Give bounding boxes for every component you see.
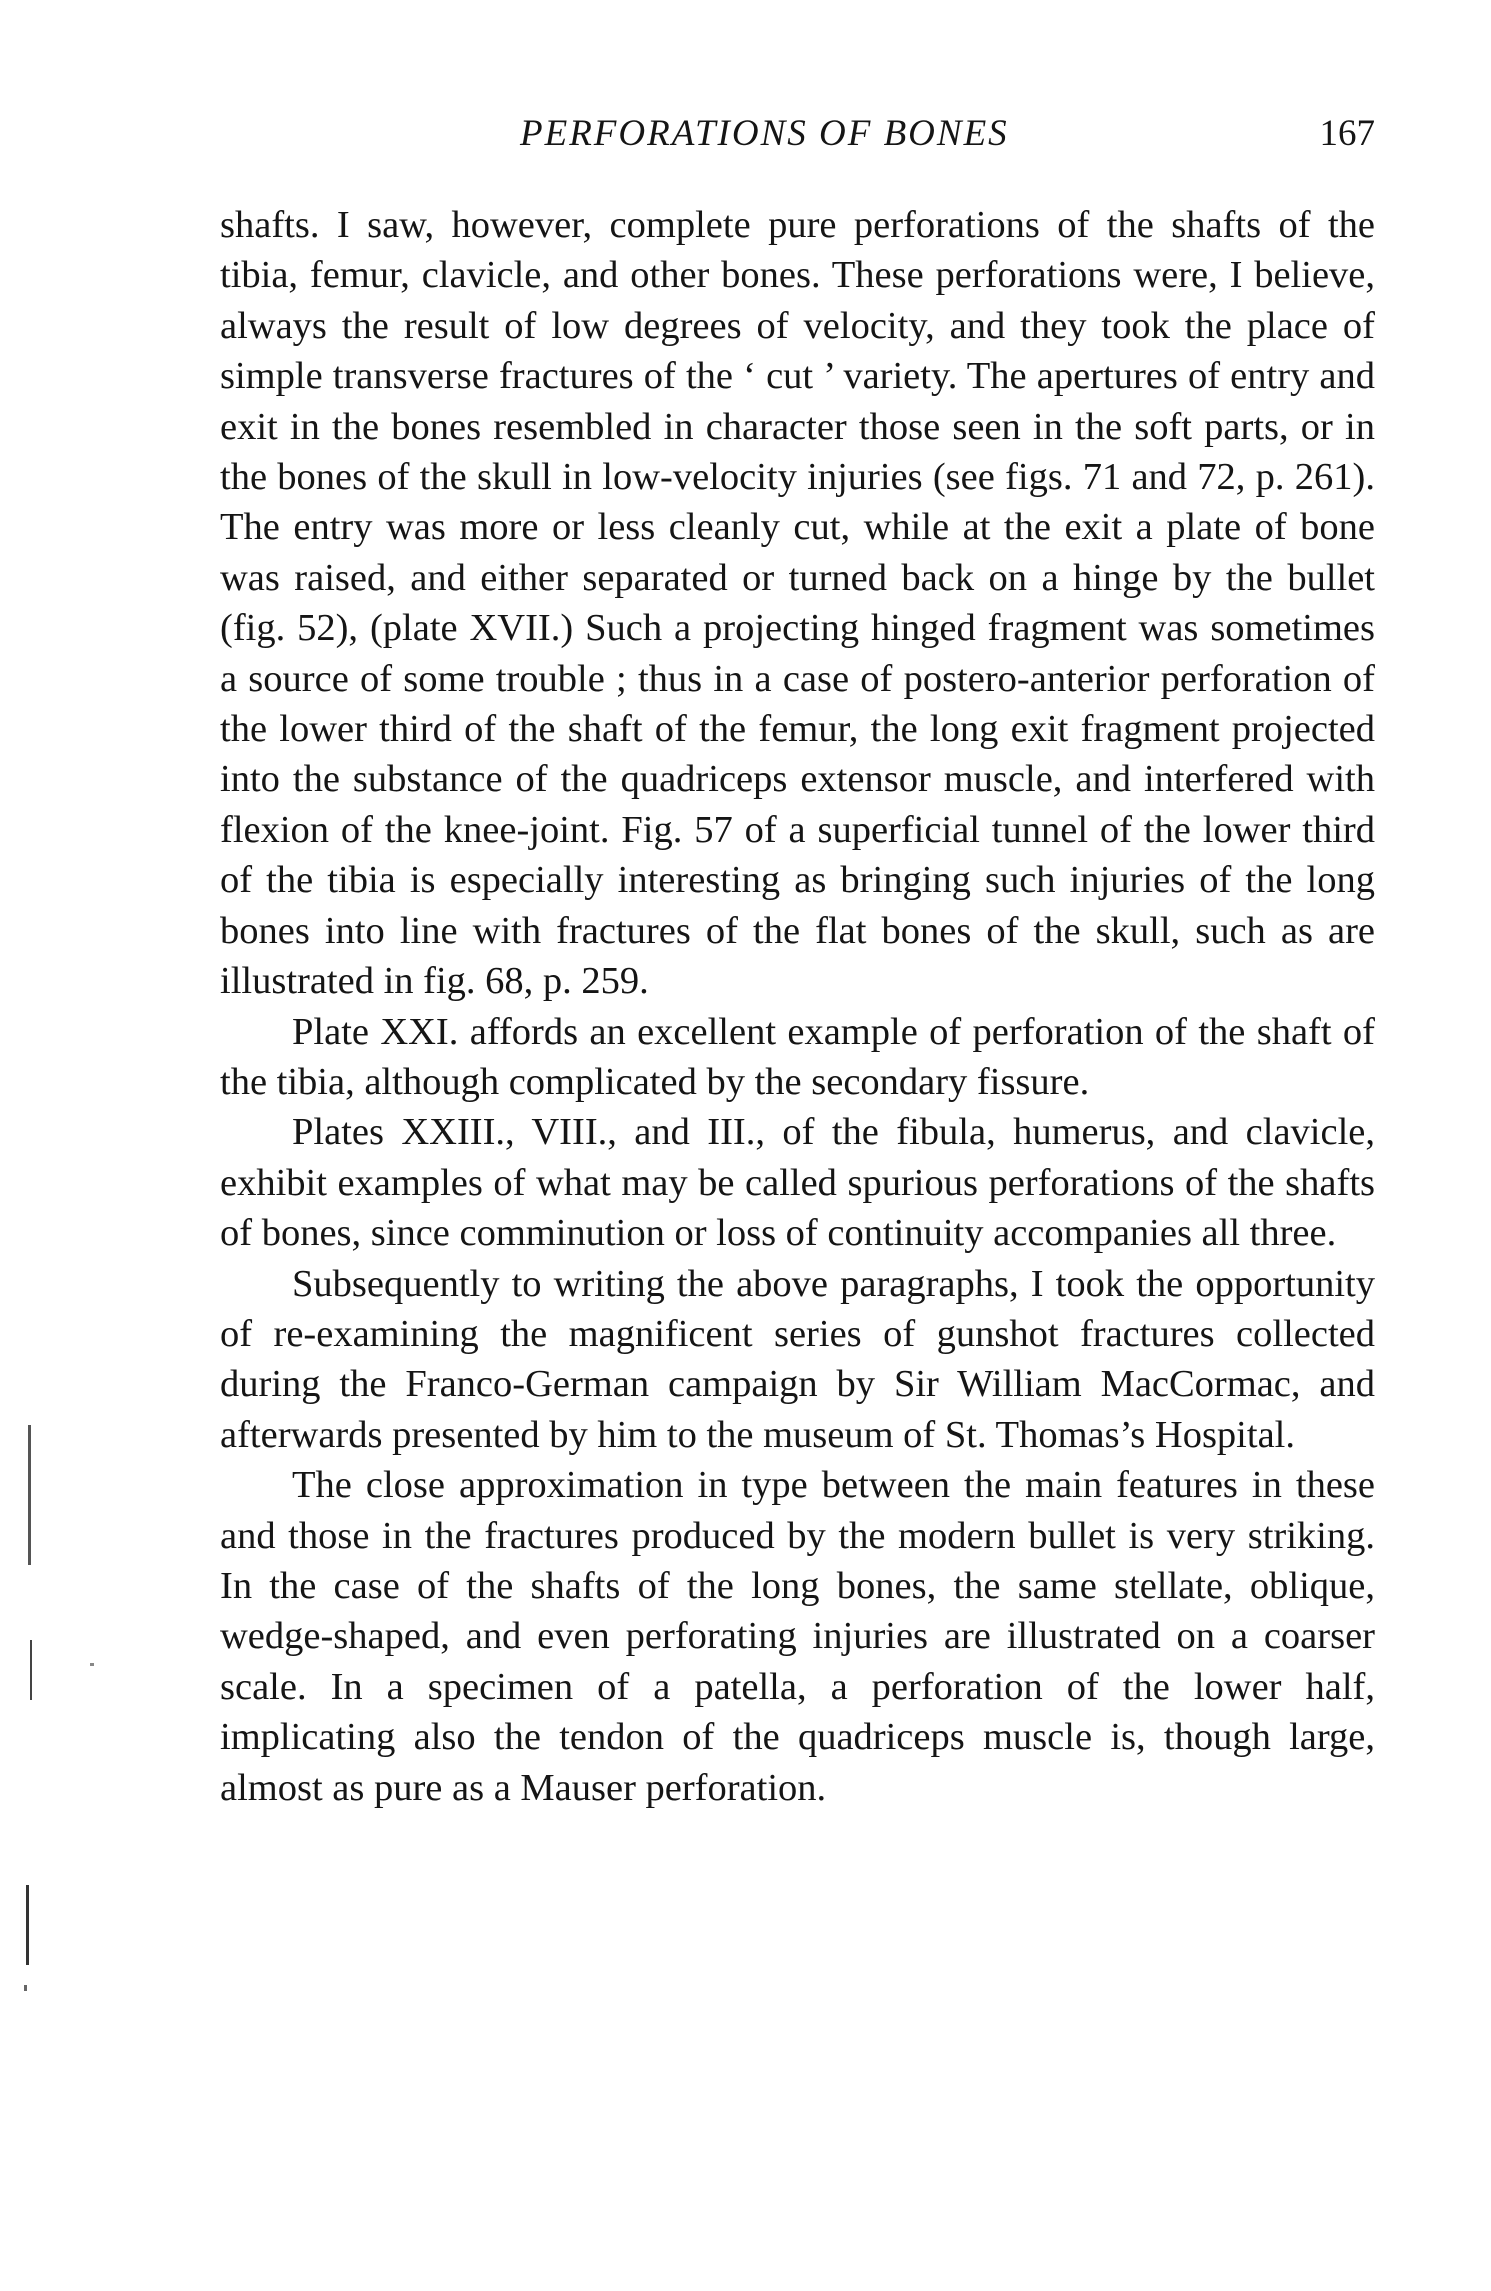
margin-scan-mark <box>30 1640 32 1700</box>
margin-scan-mark <box>26 1885 29 1965</box>
paragraph-1: shafts. I saw, however, complete pure perforations of the shafts of the tibia, femur, clavicle, and other bones. These perforations were, I believe, always the result of low degrees of velocity, and they took the place of simple transverse fractures of the ‘ cut ’ variety. The apertures of entry and exit in the bones resembled in character those seen in the soft parts, or in the bones of the skull in low-velocity injuries (see figs. 71 and 72, p. 261). The entry was more or less cleanly cut, while at the exit a plate of bone was raised, and either separated or turned back on a hinge by the bullet (fig. 52), (plate XVII.) Such a projecting hinged fragment was sometimes a source of some trouble ; thus in a case of postero-anterior perforation of the lower third of the shaft of the femur, the long exit fragment projected into the substance of the quadriceps extensor muscle, and interfered with flexion of the knee-joint. Fig. 57 of a superficial tunnel of the lower third of the tibia is especially interesting as bringing such injuries of the long bones into line with fractures of the flat bones of the skull, such as are illustrated in fig. 68, p. 259. <box>220 204 1375 1003</box>
paragraph-3: Plates XXIII., VIII., and III., of the fibula, humerus, and clavicle, exhibit examples of what may be called spurious perforations of the shafts of bones, since comminution or loss of continuity accompanies all three. <box>220 1111 1375 1255</box>
running-title: PERFORATIONS OF BONES <box>520 113 1009 154</box>
margin-scan-mark <box>28 1425 31 1565</box>
margin-scan-mark <box>90 1663 94 1666</box>
paragraph-4: Subsequently to writing the above paragraphs, I took the opportunity of re-examining the magnificent series of gunshot fractures collected during the Franco-German campaign by Sir William MacCormac, and afterwards presented by him to the museum of St. Thomas’s Hospital. <box>220 1262 1375 1456</box>
page-header <box>220 112 1375 162</box>
paragraph-2: Plate XXI. affords an excellent example of perforation of the shaft of the tibia, although complicated by the secondary fissure. <box>220 1010 1375 1103</box>
paragraph-5: The close approximation in type between the main features in these and those in the fractures produced by the modern bullet is very striking. In the case of the shafts of the long bones, the same stellate, oblique, wedge-shaped, and even perforating injuries are illustrated on a coarser scale. In a specimen of a patella, a perforation of the lower half, implicating also the tendon of the quadriceps muscle is, though large, almost as pure as a Mauser perforation. <box>220 1464 1375 1809</box>
page-number: 167 <box>1319 113 1375 154</box>
margin-scan-mark <box>24 1985 27 1991</box>
body-text <box>220 200 1375 1813</box>
